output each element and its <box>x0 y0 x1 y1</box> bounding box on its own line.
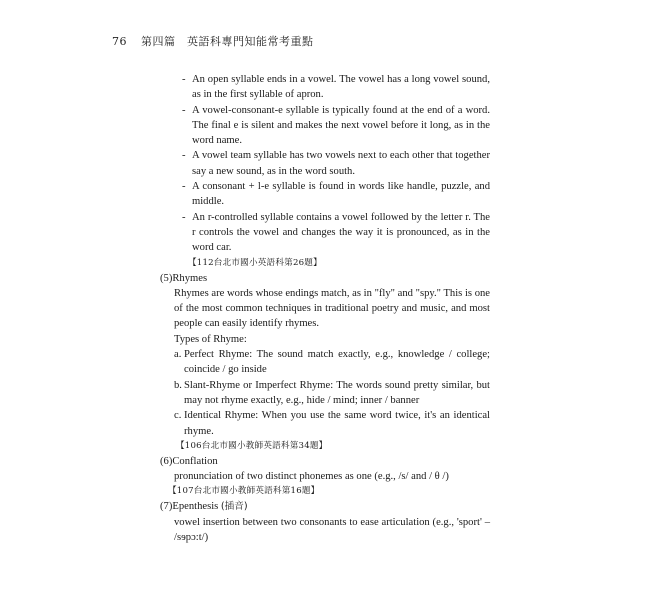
syllable-list <box>160 72 490 256</box>
bullet-dash: - <box>182 211 186 223</box>
list-item: - An r-controlled syllable contains a vowel followed by the letter r. The r controls the vowel and changes the way it is pronounced, as in the word car. <box>182 211 490 254</box>
page-header <box>112 33 314 49</box>
section-heading-conflation: (6)Conflation <box>160 455 218 467</box>
bullet-dash: - <box>182 150 186 162</box>
list-item: - A vowel team syllable has two vowels next to each other that together say a new sound, as in the word south. <box>182 150 490 177</box>
exam-reference: 【107台北市國小教師英語科第16題】 <box>168 486 320 497</box>
list-item: b. Slant-Rhyme or Imperfect Rhyme: The words sound pretty similar, but may not rhyme exactly, e.g., hide / mind; inner / banner <box>174 379 490 406</box>
list-item: - An open syllable ends in a vowel. The vowel has a long vowel sound, as in the first syllable of apron. <box>182 74 490 101</box>
conflation-description: pronunciation of two distinct phonemes as one (e.g., /s/ and / θ /) <box>174 471 449 483</box>
section-heading-rhymes: (5)Rhymes <box>160 272 208 284</box>
list-item: c. Identical Rhyme: When you use the same word twice, it's an identical rhyme. <box>174 410 490 437</box>
page-content <box>160 72 490 545</box>
exam-reference: 【106台北市國小教師英語科第34題】 <box>176 440 328 451</box>
section-heading-epenthesis: (7)Epenthesis (插音) <box>160 501 248 513</box>
rhymes-types-heading: Types of Rhyme: <box>174 333 247 345</box>
running-title: 第四篇 英語科專門知能常考重點 <box>141 35 314 48</box>
chinese-term: (插音) <box>220 501 248 513</box>
list-item: a. Perfect Rhyme: The sound match exactly, e.g., knowledge / college; coincide / go inside <box>174 349 490 376</box>
rhymes-description: Rhymes are words whose endings match, as in "fly" and "spy." This is one of the most common techniques in traditional poetry and music, and most people can easily identify rhymes. <box>174 287 490 330</box>
list-item: - A consonant + l-e syllable is found in words like handle, puzzle, and middle. <box>182 181 490 208</box>
bullet-dash: - <box>182 181 186 193</box>
bullet-dash: - <box>182 74 186 85</box>
page-number: 76 <box>112 35 127 48</box>
bullet-dash: - <box>182 104 186 116</box>
exam-reference: 【112台北市國小英語科第26題】 <box>188 257 322 268</box>
list-item: - A vowel-consonant-e syllable is typically found at the end of a word. The final e is silent and makes the next vowel before it long, as in the word name. <box>182 104 490 147</box>
epenthesis-description: vowel insertion between two consonants to ease articulation (e.g., 'sport' – /sɘpɔ:t/) <box>174 516 490 544</box>
